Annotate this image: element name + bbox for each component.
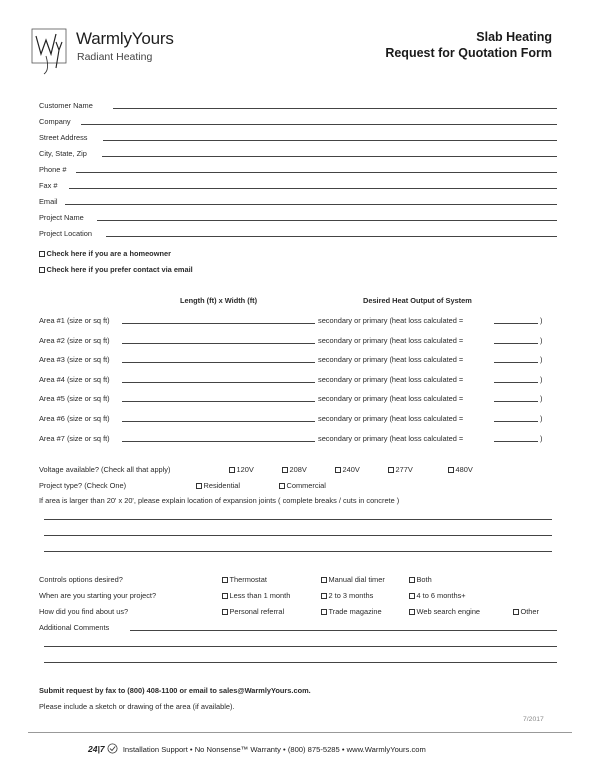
checkbox-icon[interactable] (229, 467, 235, 473)
area-output-close: ) (540, 374, 543, 384)
checkbox-icon[interactable] (388, 467, 394, 473)
heat-loss-line[interactable] (494, 421, 538, 422)
start-option-label: Less than 1 month (229, 591, 291, 600)
expansion-line-2[interactable] (44, 535, 552, 536)
controls-label: Controls options desired? (39, 575, 123, 584)
checkbox-icon[interactable] (222, 593, 228, 599)
checkbox-icon[interactable] (513, 609, 519, 615)
checkmark-circle-icon (107, 743, 118, 754)
logo (26, 24, 196, 76)
area-output-text: secondary or primary (heat loss calculated = (318, 355, 464, 365)
area-output-close: ) (540, 414, 543, 423)
area-output-text: secondary or primary (heat loss calculated = (318, 374, 464, 384)
checkbox-icon[interactable] (321, 609, 327, 615)
page-subtitle: Request for Quotation Form (385, 46, 552, 60)
found-label: How did you find about us? (39, 607, 129, 616)
checkbox-icon[interactable] (39, 251, 45, 257)
heat-loss-line[interactable] (494, 401, 538, 402)
footer (88, 743, 426, 754)
field-line-fax[interactable] (69, 188, 557, 189)
start-option-label: 4 to 6 months+ (416, 591, 466, 600)
heat-loss-line[interactable] (494, 441, 538, 442)
field-line-phone[interactable] (76, 172, 557, 173)
area-output-close: ) (540, 316, 543, 325)
heat-loss-line[interactable] (494, 362, 538, 363)
field-line-company[interactable] (81, 124, 557, 125)
area-label: Area #4 (size or sq ft) (39, 374, 110, 384)
voltage-option-label: 277V (395, 465, 413, 474)
homeowner-check-label: Check here if you are a homeowner (46, 249, 171, 258)
field-line-customer-name[interactable] (113, 108, 557, 109)
heat-loss-line[interactable] (494, 382, 538, 383)
logo-tagline: Radiant Heating (77, 51, 153, 63)
controls-option-label: Manual dial timer (328, 575, 385, 584)
area-size-line[interactable] (122, 421, 315, 422)
area-output-text: secondary or primary (heat loss calculated = (318, 414, 464, 423)
area-output-close: ) (540, 335, 543, 345)
controls-option-label: Thermostat (229, 575, 267, 584)
checkbox-icon[interactable] (409, 609, 415, 615)
area-label: Area #3 (size or sq ft) (39, 355, 110, 365)
version-date: 7/2017 (523, 716, 544, 723)
area-output-close: ) (540, 433, 543, 443)
field-line-city-state-zip[interactable] (102, 156, 557, 157)
checkbox-icon[interactable] (321, 593, 327, 599)
page-title: Slab Heating (476, 30, 552, 44)
area-size-line[interactable] (122, 441, 315, 442)
found-option-other[interactable] (513, 607, 539, 616)
checkbox-icon[interactable] (448, 467, 454, 473)
voltage-option-120v[interactable] (229, 465, 254, 474)
checkbox-icon[interactable] (279, 483, 285, 489)
start-option-2-to-3-months[interactable] (321, 591, 373, 600)
field-label: Project Location (39, 229, 92, 238)
controls-option-thermostat[interactable] (222, 575, 267, 584)
field-line-email[interactable] (65, 204, 557, 205)
support-badge: 24|7 (88, 744, 105, 754)
area-size-line[interactable] (122, 323, 315, 324)
area-size-line[interactable] (122, 343, 315, 344)
checkbox-icon[interactable] (282, 467, 288, 473)
expansion-line-3[interactable] (44, 551, 552, 552)
controls-option-manual-dial-timer[interactable] (321, 575, 385, 584)
footer-rule (28, 732, 572, 733)
project-type-option-residential[interactable] (196, 481, 240, 490)
area-output-close: ) (540, 355, 543, 365)
project-type-option-label: Residential (203, 481, 241, 490)
voltage-option-label: 480V (455, 465, 473, 474)
found-option-label: Personal referral (229, 607, 285, 616)
areas-col2-header: Desired Heat Output of System (363, 296, 472, 305)
logo-name: WarmlyYours (76, 29, 174, 48)
found-option-label: Other (520, 607, 539, 616)
voltage-label: Voltage available? (Check all that apply) (39, 465, 171, 474)
voltage-option-480v[interactable] (448, 465, 473, 474)
checkbox-icon[interactable] (335, 467, 341, 473)
start-option-less-than-1-month[interactable] (222, 591, 290, 600)
checkbox-icon[interactable] (222, 609, 228, 615)
logo-monogram-icon (26, 24, 72, 76)
voltage-option-240v[interactable] (335, 465, 360, 474)
voltage-option-label: 120V (236, 465, 254, 474)
checkbox-icon[interactable] (321, 577, 327, 583)
checkbox-icon[interactable] (39, 267, 45, 273)
checkbox-icon[interactable] (409, 577, 415, 583)
project-type-option-commercial[interactable] (279, 481, 326, 490)
field-label: Customer Name (39, 101, 93, 110)
checkbox-icon[interactable] (222, 577, 228, 583)
area-size-line[interactable] (122, 362, 315, 363)
field-label: Project Name (39, 213, 84, 222)
field-label: Street Address (39, 133, 88, 142)
comments-line-2[interactable] (44, 646, 557, 647)
field-label: Email (39, 197, 58, 206)
area-label: Area #1 (size or sq ft) (39, 316, 110, 325)
email-contact-check-label: Check here if you prefer contact via email (46, 265, 193, 274)
found-option-web-search-engine[interactable] (409, 607, 480, 616)
voltage-option-label: 240V (342, 465, 360, 474)
footer-text: Installation Support • No Nonsense™ Warranty • (800) 875-5285 • www.WarmlyYours.com (122, 745, 426, 754)
field-label: Fax # (39, 181, 58, 190)
field-line-project-location[interactable] (106, 236, 557, 237)
area-label: Area #2 (size or sq ft) (39, 335, 110, 345)
heat-loss-line[interactable] (494, 343, 538, 344)
found-option-label: Trade magazine (328, 607, 382, 616)
voltage-option-208v[interactable] (282, 465, 307, 474)
comments-line-1[interactable] (130, 630, 557, 631)
comments-label: Additional Comments (39, 623, 110, 632)
voltage-option-277v[interactable] (388, 465, 413, 474)
field-label: Phone # (39, 165, 67, 174)
project-type-label: Project type? (Check One) (39, 481, 127, 490)
area-output-text: secondary or primary (heat loss calculated = (318, 316, 464, 325)
controls-option-both[interactable] (409, 575, 432, 584)
found-option-label: Web search engine (416, 607, 481, 616)
area-output-text: secondary or primary (heat loss calculated = (318, 394, 464, 404)
submit-instructions: Submit request by fax to (800) 408-1100 or email to sales@WarmlyYours.com. (39, 686, 311, 695)
area-size-line[interactable] (122, 401, 315, 402)
voltage-option-label: 208V (289, 465, 307, 474)
homeowner-check[interactable] (39, 249, 171, 258)
start-option-label: 2 to 3 months (328, 591, 374, 600)
expansion-label: If area is larger than 20' x 20', please explain location of expansion joints ( complete breaks / cuts in concrete ) (39, 496, 400, 505)
project-type-option-label: Commercial (286, 481, 326, 490)
heat-loss-line[interactable] (494, 323, 538, 324)
expansion-line-1[interactable] (44, 519, 552, 520)
checkbox-icon[interactable] (409, 593, 415, 599)
start-label: When are you starting your project? (39, 591, 157, 600)
area-label: Area #6 (size or sq ft) (39, 414, 110, 423)
field-line-project-name[interactable] (97, 220, 557, 221)
area-label: Area #7 (size or sq ft) (39, 433, 110, 443)
start-option-4-to-6-months[interactable] (409, 591, 466, 600)
area-label: Area #5 (size or sq ft) (39, 394, 110, 404)
email-contact-check[interactable] (39, 265, 193, 274)
submit-note: Please include a sketch or drawing of the area (if available). (39, 702, 235, 711)
field-label: Company (39, 117, 71, 126)
area-output-text: secondary or primary (heat loss calculated = (318, 433, 464, 443)
controls-option-label: Both (416, 575, 432, 584)
area-size-line[interactable] (122, 382, 315, 383)
field-label: City, State, Zip (39, 149, 87, 158)
area-output-text: secondary or primary (heat loss calculated = (318, 335, 464, 345)
found-option-trade-magazine[interactable] (321, 607, 382, 616)
field-line-street-address[interactable] (103, 140, 557, 141)
found-option-personal-referral[interactable] (222, 607, 284, 616)
areas-col1-header: Length (ft) x Width (ft) (180, 296, 258, 305)
checkbox-icon[interactable] (196, 483, 202, 489)
area-output-close: ) (540, 394, 543, 404)
comments-line-3[interactable] (44, 662, 557, 663)
